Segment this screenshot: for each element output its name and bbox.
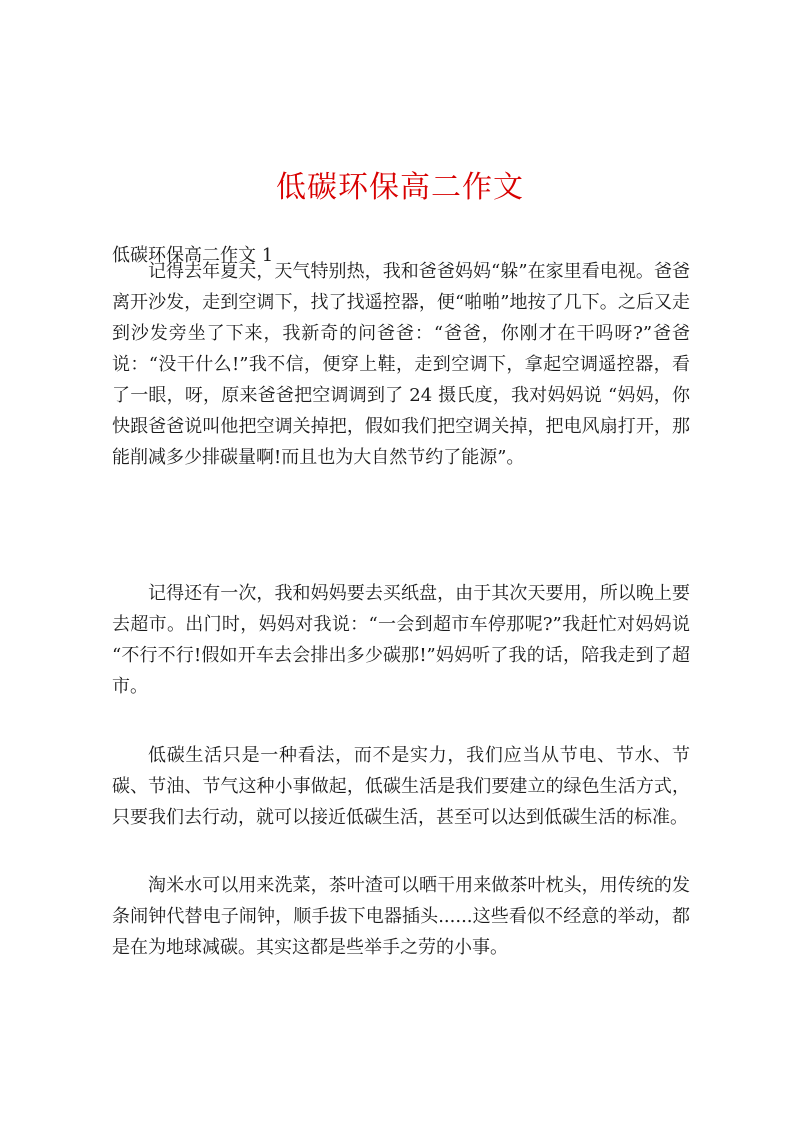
paragraph-4: 淘米水可以用来洗菜，茶叶渣可以晒干用来做茶叶枕头，用传统的发条闹钟代替电子闹钟，顺手拔下电器插头......这些看似不经意的举动，都是在为地球减碳。其实这都是些举手之劳的小事。 — [112, 875, 690, 958]
paragraph-2: 记得还有一次，我和妈妈要去买纸盘，由于其次天要用，所以晚上要去超市。出门时，妈妈对我说：“一会到超市车停那呢?”我赶忙对妈妈说 “不行不行!假如开车去会排出多少碳那!”妈妈听了我的话，陪我走到了超市。 — [112, 583, 690, 697]
section-heading: 低碳环保高二作文 1 — [112, 245, 274, 266]
paragraph-1: 记得去年夏天，天气特别热，我和爸爸妈妈“躲”在家里看电视。爸爸离开沙发，走到空调下，找了找遥控器，便“啪啪”地按了几下。之后又走到沙发旁坐了下来，我新奇的问爸爸：“爸爸，你刚才在干吗呀?”爸爸说：“没干什么!”我不信，便穿上鞋，走到空调下，拿起空调遥控器，看了一眼，呀，原来爸爸把空调调到了 24 摄氏度，我对妈妈说 “妈妈，你快跟爸爸说叫他把空调关掉把，假如我们把空调关掉，把电风扇打开，那能削减多少排碳量啊!而且也为大自然节约了能源”。 — [112, 261, 690, 468]
paragraph-3: 低碳生活只是一种看法，而不是实力，我们应当从节电、节水、节碳、节油、节气这种小事做起，低碳生活是我们要建立的绿色生活方式，只要我们去行动，就可以接近低碳生活，甚至可以达到低碳生活的标准。 — [112, 745, 690, 828]
document-title: 低碳环保高二作文 — [276, 170, 524, 205]
